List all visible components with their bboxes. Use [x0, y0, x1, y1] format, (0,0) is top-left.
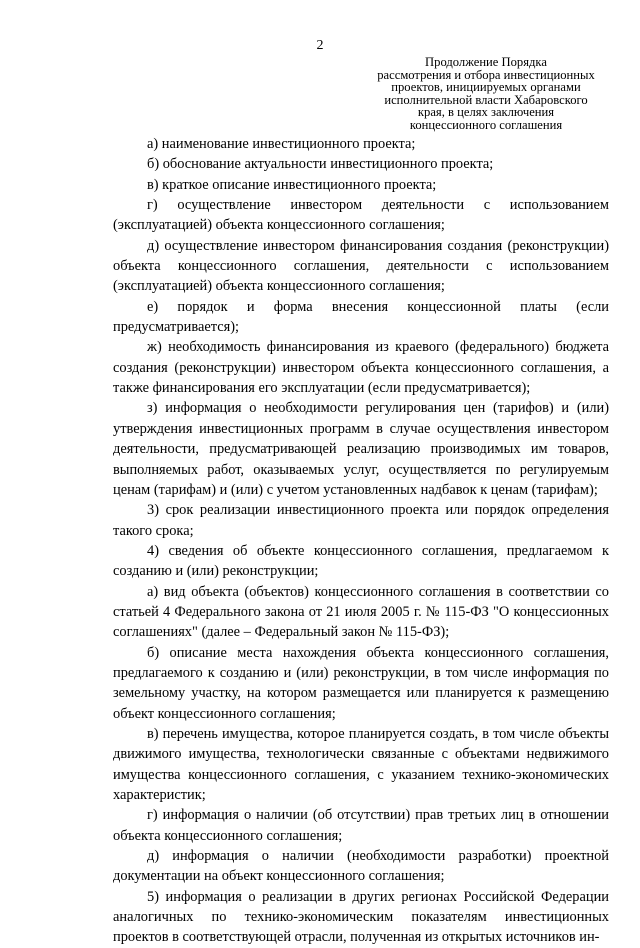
paragraph: г) информация о наличии (об отсутствии) прав третьих лиц в отношении объекта концессионного соглашения; — [113, 807, 609, 844]
paragraph: в) перечень имущества, которое планируется создать, в том числе объекты движимого имущества, технологически связанные с объектами недвижимого имущества концессионного соглашения, с указанием технико-экономических характеристик; — [113, 725, 609, 803]
header-note-line: Продолжение Порядка — [425, 55, 547, 69]
paragraph: б) обоснование актуальности инвестиционного проекта; — [147, 156, 494, 173]
paragraph: з) информация о необходимости регулирования цен (тарифов) и (или) утверждения инвестиционных программ в случае осуществления инвестором деятельности, предусматривающей реализацию производимых им товаров, выполняемых работ, оказываемых услуг, осуществляется по регулируемым ценам (тарифам) и (или) с учетом установленных надбавок к ценам (тарифам); — [113, 400, 609, 498]
paragraph: г) осуществление инвестором деятельности с использованием (эксплуатацией) объекта концессионного соглашения; — [113, 197, 609, 234]
header-note-line: рассмотрения и отбора инвестиционных — [377, 67, 595, 82]
paragraph: д) осуществление инвестором финансирования создания (реконструкции) объекта концессионного соглашения, деятельности с использованием (эксплуатацией) объекта концессионного соглашения; — [113, 237, 609, 295]
paragraph: а) вид объекта (объектов) концессионного соглашения в соответствии со статьей 4 Федерального закона от 21 июля 2005 г. № 115-ФЗ "О концессионных соглашениях" (далее – Федеральный закон № 115-ФЗ); — [113, 583, 609, 641]
header-note-line: края, в целях заключения — [417, 105, 555, 119]
header-note — [355, 56, 617, 131]
page-number: 2 — [316, 38, 324, 53]
paragraph: в) краткое описание инвестиционного проекта; — [147, 176, 437, 193]
paragraph: 5) информация о реализации в других регионах Российской Федерации аналогичных по технико-экономическим показателям инвестиционных проектов в соответствующей отрасли, полученная из открытых источников ин- — [113, 888, 609, 946]
header-note-line: проектов, инициируемых органами — [391, 80, 581, 94]
header-note-line: исполнительной власти Хабаровского — [384, 92, 588, 107]
paragraph: ж) необходимость финансирования из краевого (федерального) бюджета создания (реконструкции) инвестором объекта концессионного соглашения, а также финансирования его эксплуатации (если предусматривается); — [113, 339, 609, 397]
paragraph: 4) сведения об объекте концессионного соглашения, предлагаемом к созданию и (или) реконструкции; — [113, 542, 609, 580]
paragraph: б) описание места нахождения объекта концессионного соглашения, предлагаемого к созданию и (или) реконструкции, в том числе информация по земельному участку, на котором размещается или планируется к размещению объект концессионного соглашения; — [113, 644, 609, 722]
paragraph: 3) срок реализации инвестиционного проекта или порядок определения такого срока; — [113, 502, 609, 539]
paragraph: а) наименование инвестиционного проекта; — [147, 136, 416, 152]
header-note-line: концессионного соглашения — [409, 117, 563, 132]
paragraph: д) информация о наличии (необходимости разработки) проектной документации на объект концессионного соглашения; — [113, 848, 609, 885]
document-body — [113, 134, 609, 948]
paragraph: е) порядок и форма внесения концессионной платы (если предусматривается); — [113, 298, 609, 336]
